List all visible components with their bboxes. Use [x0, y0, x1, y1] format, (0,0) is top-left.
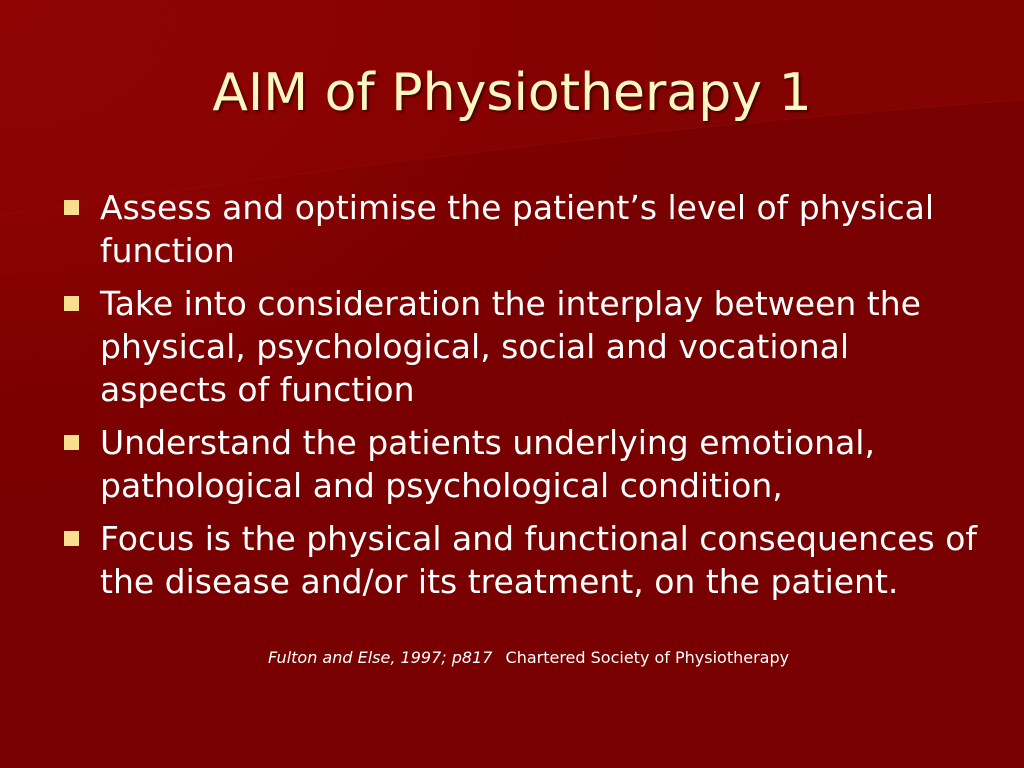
bullet-text: Assess and optimise the patient’s level of physical function	[100, 188, 935, 270]
bullet-item	[62, 282, 982, 411]
citation-reference: Fulton and Else, 1997; p817	[268, 648, 493, 667]
bullet-text: Focus is the physical and functional consequences of the disease and/or its treatment, on the patient.	[100, 519, 978, 601]
bullet-list	[62, 186, 982, 613]
square-bullet-icon	[64, 296, 79, 311]
bullet-text: Take into consideration the interplay between the physical, psychological, social and vocational aspects of function	[100, 284, 921, 409]
bullet-item	[62, 421, 982, 507]
citation-source: Chartered Society of Physiotherapy	[505, 648, 790, 667]
square-bullet-icon	[64, 531, 79, 546]
square-bullet-icon	[64, 200, 79, 215]
bullet-text: Understand the patients underlying emotional, pathological and psychological condition,	[100, 423, 875, 505]
square-bullet-icon	[64, 435, 79, 450]
bullet-item	[62, 517, 982, 603]
citation	[268, 648, 789, 668]
slide-title: AIM of Physiotherapy 1	[212, 63, 812, 123]
bullet-item	[62, 186, 982, 272]
